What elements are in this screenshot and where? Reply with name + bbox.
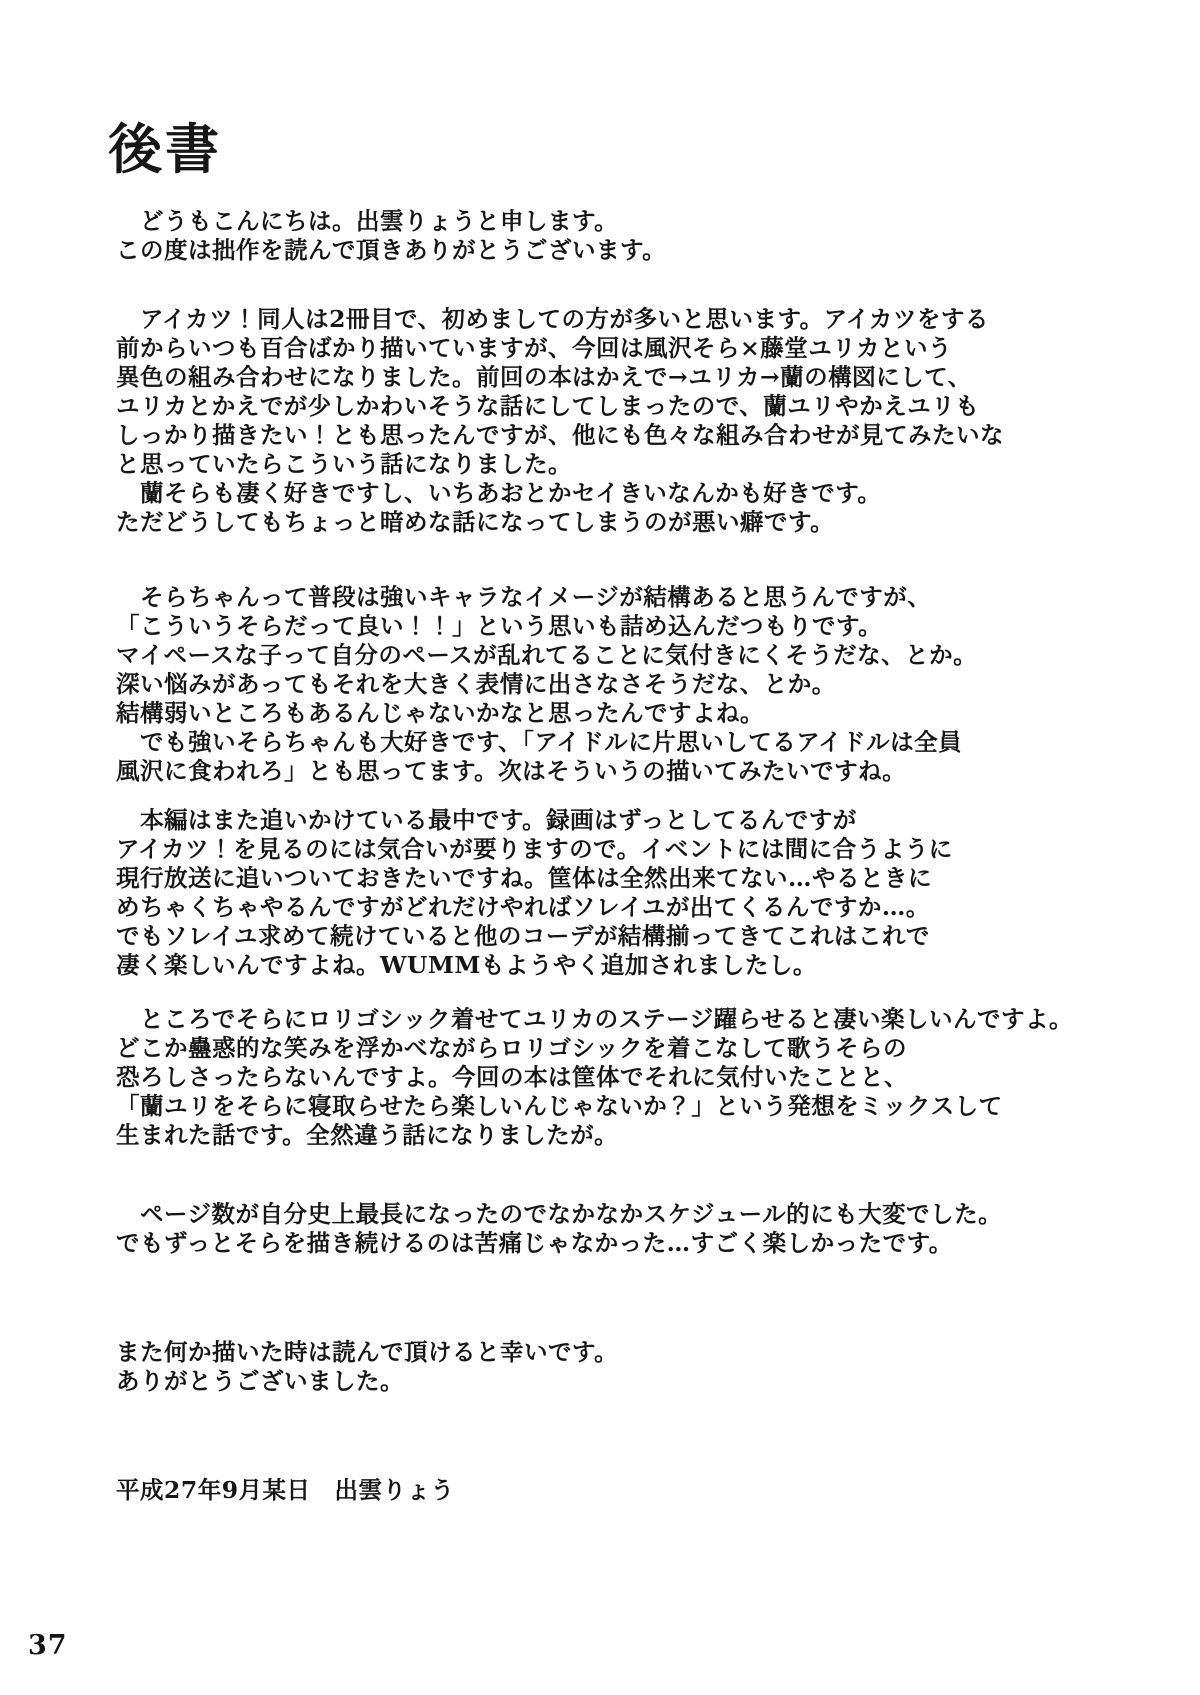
text-line: ところでそらにロリゴシック着せてユリカのステージ躍らせると凄い楽しいんですよ。 [116, 1005, 1073, 1034]
paragraph-5 [116, 1200, 1145, 1258]
paragraph-2 [116, 583, 1145, 786]
text-line: 現行放送に追いついておきたいですね。筐体は全然出来てない…やるときに [116, 864, 932, 893]
text-line: ありがとうございました。 [116, 1367, 404, 1396]
text-line: マイペースな子って自分のペースが乱れてることに気付きにくそうだな、とか。 [116, 641, 978, 670]
text-line: 「こういうそらだって良い！！」という思いも詰め込んだつもりです。 [116, 612, 883, 641]
text-line: 生まれた話です。全然違う話になりましたが。 [116, 1121, 619, 1150]
text-line: 風沢に食われろ」とも思ってます。次はそういうの描いてみたいですね。 [116, 757, 907, 786]
paragraph-6 [116, 1338, 1145, 1396]
text-line: 本編はまた追いかけている最中です。録画はずっとしてるんですが [116, 806, 857, 835]
text-line: 蘭そらも凄く好きですし、いちあおとかセイきいなんかも好きです。 [116, 479, 882, 508]
text-line: ただどうしてもちょっと暗めな話になってしまうのが悪い癖です。 [116, 508, 835, 537]
text-line: 深い悩みがあってもそれを大きく表情に出さなさそうだな、とか。 [116, 670, 836, 699]
text-line: 凄く楽しいんですよね。WUMMもようやく追加されましたし。 [116, 951, 817, 980]
text-line: 結構弱いところもあるんじゃないかなと思ったんですよね。 [116, 699, 764, 728]
text-line: ユリカとかえでが少しかわいそうな話にしてしまったので、蘭ユリやかえユリも [116, 392, 980, 421]
text-line: 「蘭ユリをそらに寝取らせたら楽しいんじゃないか？」という発想をミックスして [116, 1092, 1003, 1121]
text-line: どうもこんにちは。出雲りょうと申します。 [116, 207, 619, 236]
paragraph-4 [116, 1005, 1145, 1150]
text-line: と思っていたらこういう話になりました。 [116, 450, 572, 479]
text-line: どこか蠱惑的な笑みを浮かべながらロリゴシックを着こなして歌うそらの [116, 1034, 908, 1063]
paragraph-3 [116, 806, 1145, 980]
page-title: 後書 [108, 117, 222, 181]
text-line: でもソレイユ求めて続けていると他のコーデが結構揃ってきてこれはこれで [116, 922, 930, 951]
text-line: そらちゃんって普段は強いキャラなイメージが結構あると思うんですが、 [116, 583, 932, 612]
text-line: アイカツ！を見るのには気合いが要りますので。イベントには間に合うように [116, 835, 953, 864]
text-line: 恐ろしさったらないんですよ。今回の本は筐体でそれに気付いたことと、 [116, 1063, 908, 1092]
text-line: めちゃくちゃやるんですがどれだけやればソレイユが出てくるんですか…。 [116, 893, 930, 922]
text-line: しっかり描きたい！とも思ったんですが、他にも色々な組み合わせが見てみたいな [116, 421, 1004, 450]
page-number: 37 [28, 1630, 68, 1661]
text-line: アイカツ！同人は2冊目で、初めましての方が多いと思います。アイカツをする [116, 305, 989, 334]
signature-date: 平成27年9月某日 出雲りょう [116, 1476, 455, 1505]
text-line: この度は拙作を読んで頂きありがとうございます。 [116, 236, 667, 265]
paragraph-greeting [116, 207, 1145, 265]
paragraph-1 [116, 305, 1145, 537]
text-line: 前からいつも百合ばかり描いていますが、今回は風沢そら×藤堂ユリカという [116, 334, 952, 363]
text-line: でもずっとそらを描き続けるのは苦痛じゃなかった…すごく楽しかったです。 [116, 1229, 953, 1258]
text-line: ページ数が自分史上最長になったのでなかなかスケジュール的にも大変でした。 [116, 1200, 1003, 1229]
text-line: また何か描いた時は読んで頂けると幸いです。 [116, 1338, 619, 1367]
text-line: 異色の組み合わせになりました。前回の本はかえで→ユリカ→蘭の構図にして、 [116, 363, 972, 392]
text-line: でも強いそらちゃんも大好きです、「アイドルに片思いしてるアイドルは全員 [116, 728, 963, 757]
afterword-body [116, 207, 1145, 1396]
